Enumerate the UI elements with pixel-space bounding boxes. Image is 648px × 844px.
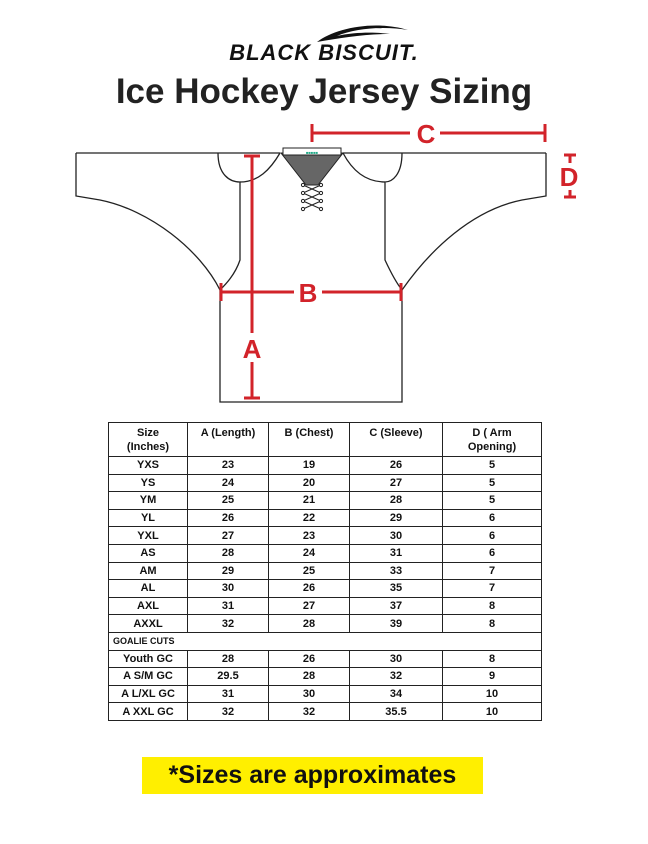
table-row <box>109 527 542 545</box>
table-row <box>109 562 542 580</box>
measure-cell: 28 <box>350 492 443 510</box>
measure-cell: 31 <box>188 597 269 615</box>
measure-cell: 29 <box>350 509 443 527</box>
measure-cell: 27 <box>350 474 443 492</box>
measure-cell: 8 <box>443 650 542 668</box>
measure-cell: 32 <box>269 703 350 721</box>
measure-cell: 37 <box>350 597 443 615</box>
svg-text:■■■■■: ■■■■■ <box>305 150 319 155</box>
measure-cell: 32 <box>188 615 269 633</box>
measure-cell: 8 <box>443 597 542 615</box>
measure-cell: 22 <box>269 509 350 527</box>
collar-inner <box>281 153 343 185</box>
size-cell: YXL <box>109 527 188 545</box>
header-d-line1: D ( Arm <box>472 427 512 439</box>
measure-cell: 27 <box>188 527 269 545</box>
measure-cell: 6 <box>443 509 542 527</box>
measure-cell: 26 <box>269 580 350 598</box>
table-row <box>109 650 542 668</box>
measure-cell: 21 <box>269 492 350 510</box>
measure-cell: 26 <box>188 509 269 527</box>
measure-cell: 25 <box>188 492 269 510</box>
table-row <box>109 615 542 633</box>
size-table <box>108 422 542 721</box>
header-b: B (Chest) <box>269 423 350 457</box>
measure-cell: 30 <box>350 650 443 668</box>
measure-cell: 5 <box>443 492 542 510</box>
measure-cell: 30 <box>269 685 350 703</box>
section-row <box>109 632 542 650</box>
measure-cell: 31 <box>188 685 269 703</box>
measure-cell: 28 <box>269 615 350 633</box>
label-d: D <box>559 162 579 192</box>
brand-name: BLACK BISCUIT. <box>229 40 419 65</box>
measure-cell: 24 <box>188 474 269 492</box>
header-d-line2: Opening) <box>467 441 517 453</box>
measure-cell: 7 <box>443 580 542 598</box>
goalie-section-label: GOALIE CUTS <box>109 632 542 650</box>
measure-cell: 24 <box>269 544 350 562</box>
header-c: C (Sleeve) <box>350 423 443 457</box>
measure-cell: 27 <box>269 597 350 615</box>
size-cell: AXL <box>109 597 188 615</box>
table-row <box>109 668 542 686</box>
size-cell: YS <box>109 474 188 492</box>
measure-cell: 29.5 <box>188 668 269 686</box>
measure-cell: 39 <box>350 615 443 633</box>
measure-cell: 28 <box>188 650 269 668</box>
measure-cell: 5 <box>443 457 542 475</box>
measure-cell: 30 <box>188 580 269 598</box>
measure-cell: 5 <box>443 474 542 492</box>
measure-cell: 32 <box>350 668 443 686</box>
size-cell: AM <box>109 562 188 580</box>
measure-cell: 6 <box>443 544 542 562</box>
measure-cell: 35 <box>350 580 443 598</box>
size-cell: AS <box>109 544 188 562</box>
size-cell: YM <box>109 492 188 510</box>
table-row <box>109 509 542 527</box>
measure-cell: 30 <box>350 527 443 545</box>
measure-cell: 26 <box>269 650 350 668</box>
table-row <box>109 474 542 492</box>
approximate-note: *Sizes are approximates <box>142 757 483 794</box>
size-cell: A L/XL GC <box>109 685 188 703</box>
measure-cell: 32 <box>188 703 269 721</box>
lace-icon <box>301 183 322 210</box>
size-cell: A S/M GC <box>109 668 188 686</box>
table-header-row <box>109 423 542 457</box>
measure-cell: 28 <box>188 544 269 562</box>
measure-cell: 29 <box>188 562 269 580</box>
label-c: C <box>416 119 436 149</box>
page-title: Ice Hockey Jersey Sizing <box>115 72 533 111</box>
label-b: B <box>298 278 318 308</box>
table-row <box>109 492 542 510</box>
measure-cell: 7 <box>443 562 542 580</box>
measure-cell: 10 <box>443 685 542 703</box>
size-cell: YL <box>109 509 188 527</box>
table-row <box>109 597 542 615</box>
measure-cell: 10 <box>443 703 542 721</box>
measure-cell: 6 <box>443 527 542 545</box>
measure-cell: 35.5 <box>350 703 443 721</box>
measure-cell: 26 <box>350 457 443 475</box>
size-cell: Youth GC <box>109 650 188 668</box>
header-size-line1: Size <box>136 427 159 439</box>
measure-cell: 34 <box>350 685 443 703</box>
header-d <box>443 423 542 457</box>
jersey-diagram <box>0 118 648 408</box>
measure-cell: 25 <box>269 562 350 580</box>
measure-cell: 9 <box>443 668 542 686</box>
header-a: A (Length) <box>188 423 269 457</box>
measure-cell: 20 <box>269 474 350 492</box>
table-row <box>109 580 542 598</box>
header-size-line2: (Inches) <box>126 441 170 453</box>
table-row <box>109 703 542 721</box>
measure-cell: 8 <box>443 615 542 633</box>
measure-cell: 23 <box>188 457 269 475</box>
table-row <box>109 457 542 475</box>
size-cell: AXXL <box>109 615 188 633</box>
header-size <box>109 423 188 457</box>
measure-cell: 23 <box>269 527 350 545</box>
size-cell: YXS <box>109 457 188 475</box>
table-row <box>109 544 542 562</box>
size-cell: A XXL GC <box>109 703 188 721</box>
measure-cell: 28 <box>269 668 350 686</box>
measure-cell: 19 <box>269 457 350 475</box>
size-cell: AL <box>109 580 188 598</box>
measure-cell: 31 <box>350 544 443 562</box>
measure-cell: 33 <box>350 562 443 580</box>
table-row <box>109 685 542 703</box>
label-a: A <box>242 334 262 364</box>
